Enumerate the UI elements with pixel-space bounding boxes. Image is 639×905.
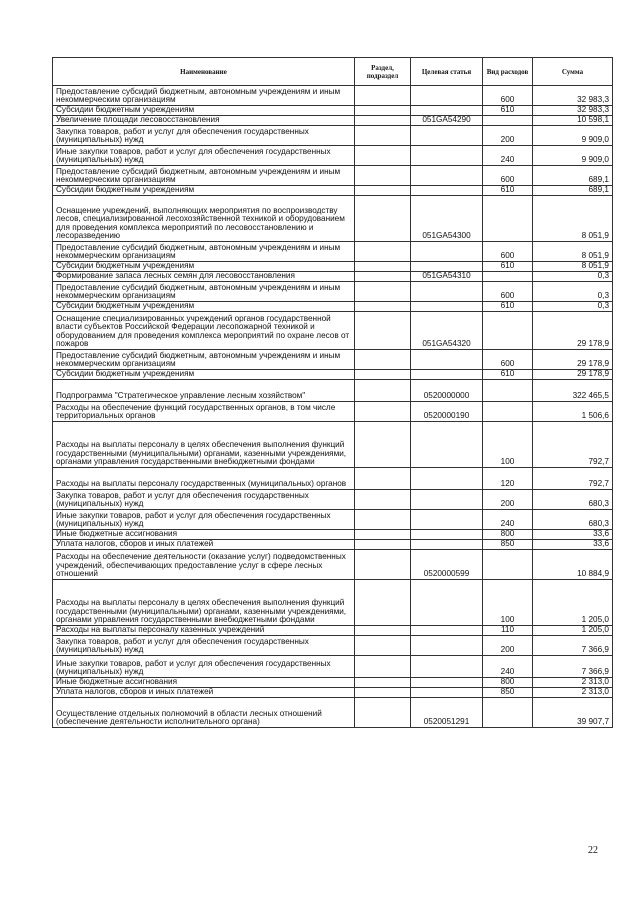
row-name-cell: Закупка товаров, работ и услуг для обеспечения государственных (муниципальных) нужд	[53, 490, 355, 510]
table-row	[53, 626, 613, 636]
table-row	[53, 166, 613, 186]
budget-table	[52, 57, 613, 728]
row-type-cell: 610	[483, 262, 533, 272]
table-header-row	[53, 58, 613, 86]
row-section-cell	[355, 402, 411, 422]
row-section-cell	[355, 636, 411, 656]
table-row	[53, 468, 613, 490]
row-name-cell: Расходы на обеспечение функций государственных органов, в том числе территориальных органов	[53, 402, 355, 422]
row-type-cell: 120	[483, 468, 533, 490]
row-section-cell	[355, 186, 411, 196]
row-name-cell: Субсидии бюджетным учреждениям	[53, 262, 355, 272]
row-sum-cell: 33,6	[533, 530, 613, 540]
row-type-cell: 600	[483, 166, 533, 186]
row-type-cell	[483, 312, 533, 350]
row-type-cell: 850	[483, 688, 533, 698]
header-section: Раздел, подраздел	[355, 58, 411, 86]
row-section-cell	[355, 242, 411, 262]
row-section-cell	[355, 370, 411, 380]
row-sum-cell: 8 051,9	[533, 242, 613, 262]
row-target-cell	[411, 126, 483, 146]
row-name-cell: Расходы на выплаты персоналу казенных учреждений	[53, 626, 355, 636]
table-row	[53, 540, 613, 550]
page-number: 22	[588, 845, 598, 856]
row-target-cell	[411, 688, 483, 698]
row-target-cell: 0520000599	[411, 550, 483, 580]
table-row	[53, 402, 613, 422]
table-body	[53, 86, 613, 728]
row-section-cell	[355, 580, 411, 626]
row-section-cell	[355, 530, 411, 540]
row-target-cell	[411, 540, 483, 550]
table-row	[53, 530, 613, 540]
row-section-cell	[355, 106, 411, 116]
row-target-cell	[411, 530, 483, 540]
row-type-cell: 610	[483, 302, 533, 312]
row-sum-cell: 1 205,0	[533, 626, 613, 636]
row-section-cell	[355, 86, 411, 106]
row-target-cell	[411, 242, 483, 262]
row-target-cell: 0520000190	[411, 402, 483, 422]
row-type-cell: 240	[483, 656, 533, 678]
row-sum-cell: 9 909,0	[533, 146, 613, 166]
table-row	[53, 350, 613, 370]
row-target-cell	[411, 678, 483, 688]
row-name-cell: Предоставление субсидий бюджетным, автономным учреждениям и иным некоммерческим организациям	[53, 86, 355, 106]
row-name-cell: Оснащение учреждений, выполняющих мероприятия по воспроизводству лесов, специализированной лесохозяйственной техникой и оборудованием для проведения комплекса мероприятий по лесовосстановлению и лесоразведению	[53, 196, 355, 242]
row-target-cell	[411, 350, 483, 370]
row-section-cell	[355, 302, 411, 312]
row-section-cell	[355, 272, 411, 282]
table-row	[53, 422, 613, 468]
table-row	[53, 678, 613, 688]
row-name-cell: Предоставление субсидий бюджетным, автономным учреждениям и иным некоммерческим организациям	[53, 242, 355, 262]
row-type-cell: 800	[483, 530, 533, 540]
row-sum-cell: 1 205,0	[533, 580, 613, 626]
row-type-cell: 200	[483, 490, 533, 510]
row-sum-cell: 680,3	[533, 510, 613, 530]
row-type-cell	[483, 698, 533, 728]
row-name-cell: Подпрограмма "Стратегическое управление лесным хозяйством"	[53, 380, 355, 402]
row-section-cell	[355, 678, 411, 688]
row-target-cell	[411, 656, 483, 678]
row-section-cell	[355, 626, 411, 636]
row-type-cell: 200	[483, 636, 533, 656]
table-row	[53, 636, 613, 656]
table-row	[53, 106, 613, 116]
row-section-cell	[355, 282, 411, 302]
row-target-cell: 051GA54290	[411, 116, 483, 126]
table-row	[53, 126, 613, 146]
table-row	[53, 510, 613, 530]
table-row	[53, 380, 613, 402]
row-name-cell: Расходы на выплаты персоналу в целях обеспечения выполнения функций государственными (муниципальными) органами, казенными учреждениями, органами управления государственными внебюджетными фондами	[53, 422, 355, 468]
row-name-cell: Расходы на обеспечение деятельности (оказание услуг) подведомственных учреждений, обеспечивающих предоставление услуг в сфере лесных отношений	[53, 550, 355, 580]
row-name-cell: Иные бюджетные ассигнования	[53, 530, 355, 540]
row-name-cell: Иные закупки товаров, работ и услуг для обеспечения государственных (муниципальных) нужд	[53, 656, 355, 678]
row-section-cell	[355, 510, 411, 530]
row-name-cell: Иные закупки товаров, работ и услуг для обеспечения государственных (муниципальных) нужд	[53, 510, 355, 530]
row-target-cell	[411, 262, 483, 272]
row-sum-cell: 10 884,9	[533, 550, 613, 580]
row-section-cell	[355, 350, 411, 370]
row-name-cell: Формирование запаса лесных семян для лесовосстановления	[53, 272, 355, 282]
row-name-cell: Уплата налогов, сборов и иных платежей	[53, 540, 355, 550]
row-type-cell: 100	[483, 422, 533, 468]
header-name: Наименование	[53, 58, 355, 86]
row-name-cell: Расходы на выплаты персоналу государственных (муниципальных) органов	[53, 468, 355, 490]
row-section-cell	[355, 422, 411, 468]
row-sum-cell: 9 909,0	[533, 126, 613, 146]
row-section-cell	[355, 262, 411, 272]
row-target-cell: 0520051291	[411, 698, 483, 728]
table-row	[53, 272, 613, 282]
row-type-cell: 200	[483, 126, 533, 146]
row-name-cell: Субсидии бюджетным учреждениям	[53, 186, 355, 196]
row-type-cell: 610	[483, 106, 533, 116]
row-section-cell	[355, 312, 411, 350]
table-row	[53, 186, 613, 196]
row-sum-cell: 689,1	[533, 166, 613, 186]
row-sum-cell: 33,6	[533, 540, 613, 550]
row-type-cell: 600	[483, 86, 533, 106]
row-section-cell	[355, 166, 411, 186]
row-type-cell	[483, 196, 533, 242]
row-type-cell	[483, 380, 533, 402]
table-row	[53, 490, 613, 510]
row-section-cell	[355, 656, 411, 678]
row-sum-cell: 32 983,3	[533, 106, 613, 116]
row-sum-cell: 2 313,0	[533, 678, 613, 688]
row-section-cell	[355, 698, 411, 728]
row-sum-cell: 39 907,7	[533, 698, 613, 728]
row-name-cell: Субсидии бюджетным учреждениям	[53, 302, 355, 312]
row-sum-cell: 1 506,6	[533, 402, 613, 422]
row-target-cell	[411, 636, 483, 656]
row-target-cell	[411, 86, 483, 106]
table-row	[53, 550, 613, 580]
row-name-cell: Осуществление отдельных полномочий в области лесных отношений (обеспечение деятельности исполнительного органа)	[53, 698, 355, 728]
row-type-cell: 240	[483, 510, 533, 530]
table-row	[53, 656, 613, 678]
row-name-cell: Субсидии бюджетным учреждениям	[53, 106, 355, 116]
row-sum-cell: 0,3	[533, 282, 613, 302]
row-name-cell: Предоставление субсидий бюджетным, автономным учреждениям и иным некоммерческим организациям	[53, 166, 355, 186]
row-sum-cell: 322 465,5	[533, 380, 613, 402]
row-section-cell	[355, 490, 411, 510]
row-sum-cell: 32 983,3	[533, 86, 613, 106]
row-section-cell	[355, 126, 411, 146]
row-target-cell: 051GA54310	[411, 272, 483, 282]
row-name-cell: Оснащение специализированных учреждений органов государственной власти субъектов Российской Федерации лесопожарной техникой и оборудованием для проведения комплекса мероприятий по охране лесов от пожаров	[53, 312, 355, 350]
row-target-cell: 0520000000	[411, 380, 483, 402]
row-section-cell	[355, 116, 411, 126]
row-target-cell: 051GA54300	[411, 196, 483, 242]
row-sum-cell: 2 313,0	[533, 688, 613, 698]
row-sum-cell: 0,3	[533, 272, 613, 282]
row-type-cell	[483, 550, 533, 580]
row-target-cell	[411, 146, 483, 166]
row-target-cell	[411, 282, 483, 302]
row-type-cell: 600	[483, 282, 533, 302]
row-type-cell: 600	[483, 242, 533, 262]
row-sum-cell: 29 178,9	[533, 350, 613, 370]
row-name-cell: Закупка товаров, работ и услуг для обеспечения государственных (муниципальных) нужд	[53, 126, 355, 146]
row-target-cell	[411, 510, 483, 530]
row-target-cell	[411, 468, 483, 490]
row-sum-cell: 29 178,9	[533, 370, 613, 380]
row-name-cell: Уплата налогов, сборов и иных платежей	[53, 688, 355, 698]
row-section-cell	[355, 380, 411, 402]
row-name-cell: Предоставление субсидий бюджетным, автономным учреждениям и иным некоммерческим организациям	[53, 350, 355, 370]
row-type-cell: 240	[483, 146, 533, 166]
row-section-cell	[355, 468, 411, 490]
row-sum-cell: 0,3	[533, 302, 613, 312]
row-type-cell: 800	[483, 678, 533, 688]
table-row	[53, 86, 613, 106]
table-row	[53, 302, 613, 312]
row-sum-cell: 7 366,9	[533, 636, 613, 656]
row-type-cell: 600	[483, 350, 533, 370]
row-type-cell: 110	[483, 626, 533, 636]
row-type-cell: 850	[483, 540, 533, 550]
row-target-cell	[411, 106, 483, 116]
table-row	[53, 688, 613, 698]
row-sum-cell: 10 598,1	[533, 116, 613, 126]
table-row	[53, 116, 613, 126]
row-name-cell: Закупка товаров, работ и услуг для обеспечения государственных (муниципальных) нужд	[53, 636, 355, 656]
row-sum-cell: 689,1	[533, 186, 613, 196]
table-row	[53, 312, 613, 350]
header-type: Вид расходов	[483, 58, 533, 86]
row-target-cell	[411, 302, 483, 312]
header-sum: Сумма	[533, 58, 613, 86]
row-sum-cell: 680,3	[533, 490, 613, 510]
table-row	[53, 196, 613, 242]
row-target-cell	[411, 166, 483, 186]
row-target-cell: 051GA54320	[411, 312, 483, 350]
row-section-cell	[355, 688, 411, 698]
row-sum-cell: 8 051,9	[533, 196, 613, 242]
row-name-cell: Расходы на выплаты персоналу в целях обеспечения выполнения функций государственными (муниципальными) органами, казенными учреждениями, органами управления государственными внебюджетными фондами	[53, 580, 355, 626]
row-name-cell: Субсидии бюджетным учреждениям	[53, 370, 355, 380]
table-row	[53, 146, 613, 166]
table-row	[53, 262, 613, 272]
table-row	[53, 282, 613, 302]
row-type-cell	[483, 272, 533, 282]
row-section-cell	[355, 550, 411, 580]
row-sum-cell: 792,7	[533, 422, 613, 468]
table-row	[53, 580, 613, 626]
row-sum-cell: 8 051,9	[533, 262, 613, 272]
row-name-cell: Иные закупки товаров, работ и услуг для обеспечения государственных (муниципальных) нужд	[53, 146, 355, 166]
row-target-cell	[411, 370, 483, 380]
row-target-cell	[411, 580, 483, 626]
row-section-cell	[355, 540, 411, 550]
row-type-cell: 100	[483, 580, 533, 626]
row-type-cell	[483, 116, 533, 126]
row-target-cell	[411, 626, 483, 636]
row-name-cell: Увеличение площади лесовосстановления	[53, 116, 355, 126]
row-sum-cell: 29 178,9	[533, 312, 613, 350]
table-row	[53, 698, 613, 728]
row-section-cell	[355, 146, 411, 166]
row-name-cell: Иные бюджетные ассигнования	[53, 678, 355, 688]
row-type-cell: 610	[483, 370, 533, 380]
header-target: Целевая статья	[411, 58, 483, 86]
row-section-cell	[355, 196, 411, 242]
row-target-cell	[411, 186, 483, 196]
row-target-cell	[411, 422, 483, 468]
table-row	[53, 370, 613, 380]
row-sum-cell: 792,7	[533, 468, 613, 490]
row-name-cell: Предоставление субсидий бюджетным, автономным учреждениям и иным некоммерческим организациям	[53, 282, 355, 302]
row-type-cell	[483, 402, 533, 422]
row-type-cell: 610	[483, 186, 533, 196]
table-row	[53, 242, 613, 262]
row-target-cell	[411, 490, 483, 510]
row-sum-cell: 7 366,9	[533, 656, 613, 678]
